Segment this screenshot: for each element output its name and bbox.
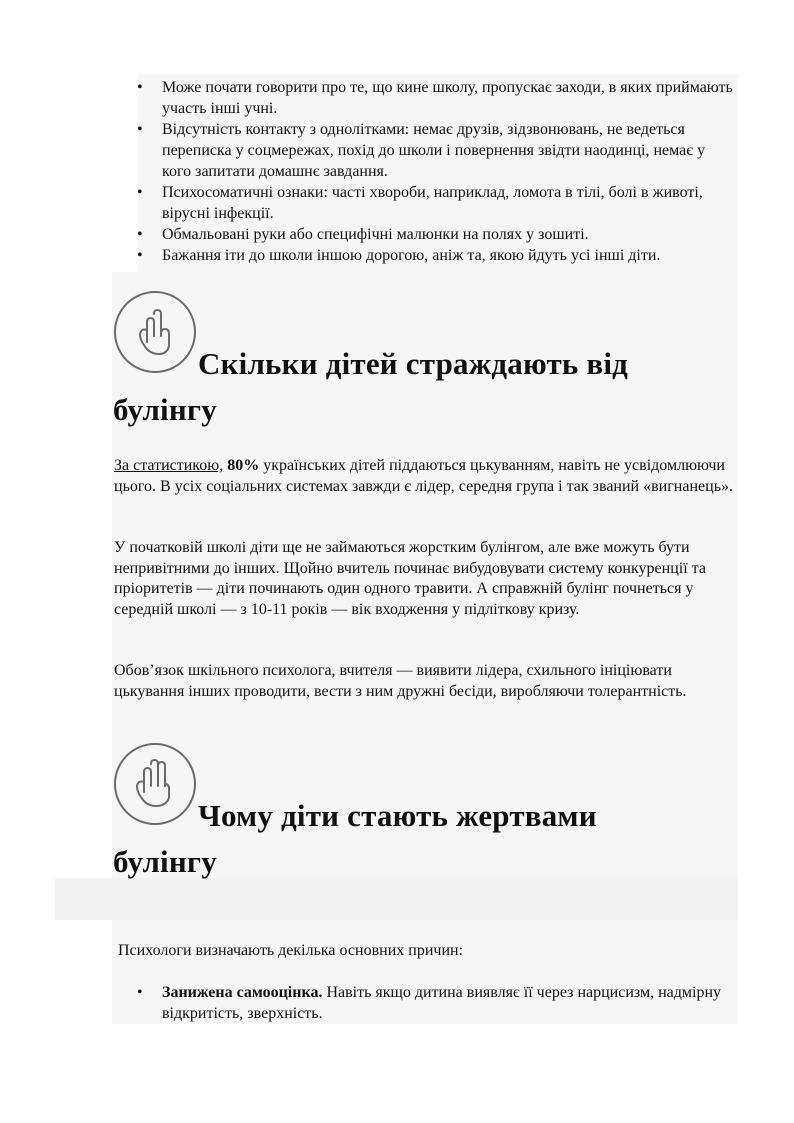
bullying-signs-list <box>137 77 737 266</box>
list-item: • Відсутність контакту з однолітками: немає друзів, зідзвонювань, не ведеться переписка у соцмережах, похід до школи і повернення звідти наодинці, немає у кого запитати домашнє завдання. <box>137 119 737 182</box>
intro-text: Психологи визначають декілька основних причин: <box>118 942 464 959</box>
list-item: • Психосоматичні ознаки: часті хвороби, наприклад, ломота в тілі, болі в животі, вірусні інфекції. <box>137 182 737 224</box>
list-item: • Бажання іти до школи іншою дорогою, аніж та, якою йдуть усі інші діти. <box>137 245 737 266</box>
section-heading-line2: булінгу <box>113 392 217 427</box>
paragraph: Обов’язок шкільного психолога, вчителя — виявити лідера, схильного ініціювати цькування інших проводити, вести з ним дружні бесіди, виробляючи толерантність. <box>114 662 687 700</box>
section-heading-line2: булінгу <box>113 844 217 879</box>
paragraph: У початковій школі діти ще не займаються жорстким булінгом, але вже можуть бути непривітними до інших. Щойно вчитель починає вибудовувати систему конкуренції та пріоритетів — діти починають один одного травити. А справжній булінг почнеться у середній школі — з 10-11 років — вік входження у підліткову кризу. <box>114 539 706 618</box>
two-finger-hand-icon <box>113 290 197 374</box>
three-finger-hand-icon <box>113 742 197 826</box>
list-item: • Обмальовані руки або специфічні малюнки на полях у зошиті. <box>137 224 737 245</box>
statistics-paragraph: За статистикою, 80% українських дітей піддаються цькуванням, навіть не усвідомлюючи цього. В усіх соціальних системах завжди є лідер, середня група і так званий «вигнанець». <box>114 457 733 495</box>
statistic-value: 80% <box>227 457 260 474</box>
section-heading-line1: Скільки дітей страждають від <box>198 346 629 381</box>
section-heading-line1: Чому діти стають жертвами <box>198 798 597 833</box>
list-item: • Занижена самооцінка. Навіть якщо дитина виявляє її через нарцисизм, надмірну відкритість, зверхність. <box>137 982 737 1024</box>
causes-list <box>137 982 737 1024</box>
statistics-link[interactable]: За статистикою, <box>114 457 224 474</box>
list-item: • Може почати говорити про те, що кине школу, пропускає заходи, в яких приймають участь інші учні. <box>137 77 737 119</box>
